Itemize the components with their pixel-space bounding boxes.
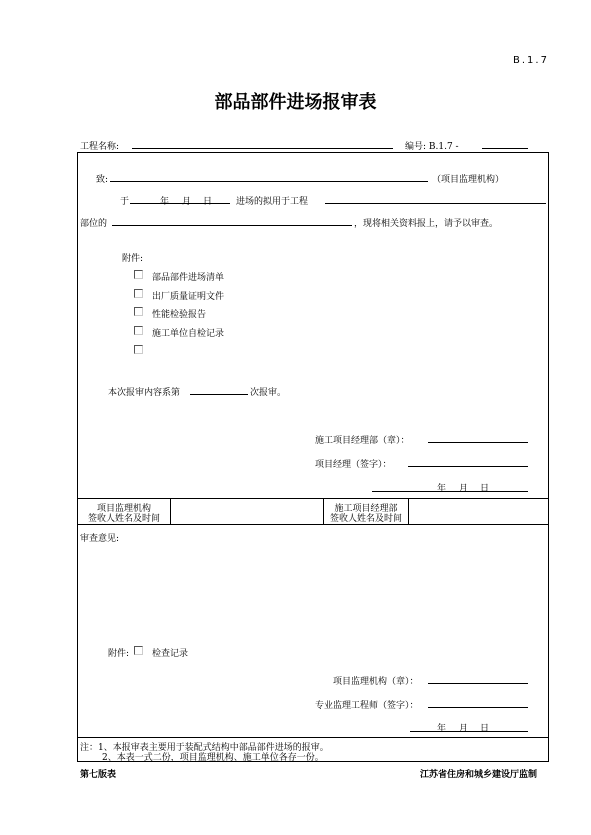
contractor-dept-field[interactable] [428, 442, 528, 443]
inspection-record-checkbox[interactable] [134, 646, 143, 655]
contractor-receipt-label-1: 施工项目经理部 [334, 504, 398, 514]
attachment-item-4: 施工单位自检记录 [152, 329, 225, 339]
supervision-org-label: （项目监理机构） [432, 175, 505, 185]
note-line-1: 注：1、本报审表主要用于装配式结构中部品部件进场的报审。 [80, 743, 329, 753]
to-field[interactable] [110, 181, 428, 182]
attachment-checkbox-2[interactable] [134, 289, 143, 298]
engineer-signature-field[interactable] [428, 707, 528, 708]
notes-divider [77, 737, 548, 738]
attachment-item-2: 出厂质量证明文件 [152, 292, 225, 302]
attachment-checkbox-3[interactable] [134, 307, 143, 316]
sign-date-field-2[interactable] [410, 731, 528, 732]
sign-date-month-2: 月 [459, 724, 469, 734]
pm-label: 项目经理（签字）： [315, 460, 392, 470]
sign-date-month-1: 月 [459, 484, 469, 494]
supervision-seal-label: 项目监理机构（章）： [333, 677, 419, 687]
on-label: 于 [120, 197, 130, 207]
engineer-label: 专业监理工程师（签字）： [315, 701, 419, 711]
day-label: 日 [203, 197, 213, 207]
project-name-field[interactable] [132, 148, 393, 149]
attachments-label: 附件: [122, 254, 144, 264]
note-line-2: 2、本表一式二份，项目监理机构、施工单位各存一份。 [102, 753, 324, 763]
form-frame [77, 152, 549, 762]
issuer-label: 江苏省住房和城乡建设厅监制 [420, 770, 538, 780]
submit-text: ，现将相关资料报上，请予以审查。 [354, 219, 499, 229]
section2-attach-label: 附件: [108, 649, 130, 659]
receipt-divider-1 [170, 498, 171, 524]
receipt-divider-3 [408, 498, 409, 524]
to-label: 致: [96, 175, 109, 185]
receipt-row-top [77, 498, 548, 499]
attachment-checkbox-1[interactable] [134, 270, 143, 279]
form-code: B.1.7 [513, 55, 549, 66]
contractor-dept-label: 施工项目经理部（章）： [315, 436, 410, 446]
sign-date-day-2: 日 [480, 724, 490, 734]
number-label: 编号: B.1.7 - [405, 142, 459, 152]
sign-date-day-1: 日 [480, 484, 490, 494]
supervision-receipt-label-1: 项目监理机构 [96, 504, 151, 514]
attachment-checkbox-4[interactable] [134, 326, 143, 335]
round-field[interactable] [190, 394, 248, 395]
attachment-item-3: 性能检验报告 [152, 310, 207, 320]
sign-date-field-1[interactable] [372, 491, 528, 492]
year-label: 年 [160, 197, 170, 207]
project-name-label: 工程名称: [80, 142, 120, 152]
location-label: 部位的 [80, 219, 108, 229]
sign-date-year-2: 年 [437, 724, 447, 734]
attachment-checkbox-5[interactable] [134, 345, 143, 354]
opinion-label: 审查意见: [80, 534, 120, 544]
project-field[interactable] [325, 203, 546, 204]
supervision-receipt-label-2: 签收人姓名及时间 [87, 514, 160, 524]
sign-date-year-1: 年 [437, 484, 447, 494]
entry-text: 进场的拟用于工程 [236, 197, 309, 207]
pm-signature-field[interactable] [408, 466, 528, 467]
receipt-row-bottom [77, 524, 548, 525]
month-label: 月 [182, 197, 192, 207]
supervision-seal-field[interactable] [428, 683, 528, 684]
round-prefix: 本次报审内容系第 [108, 388, 181, 398]
round-suffix: 次报审。 [250, 388, 287, 398]
contractor-receipt-label-2: 签收人姓名及时间 [329, 514, 402, 524]
page-title: 部品部件进场报审表 [214, 92, 377, 113]
inspection-record-label: 检查记录 [152, 649, 189, 659]
number-field[interactable] [482, 148, 528, 149]
edition-label: 第七版表 [80, 770, 117, 780]
location-field[interactable] [112, 225, 352, 226]
attachment-item-1: 部品部件进场清单 [152, 273, 225, 283]
date-field[interactable] [130, 203, 230, 204]
